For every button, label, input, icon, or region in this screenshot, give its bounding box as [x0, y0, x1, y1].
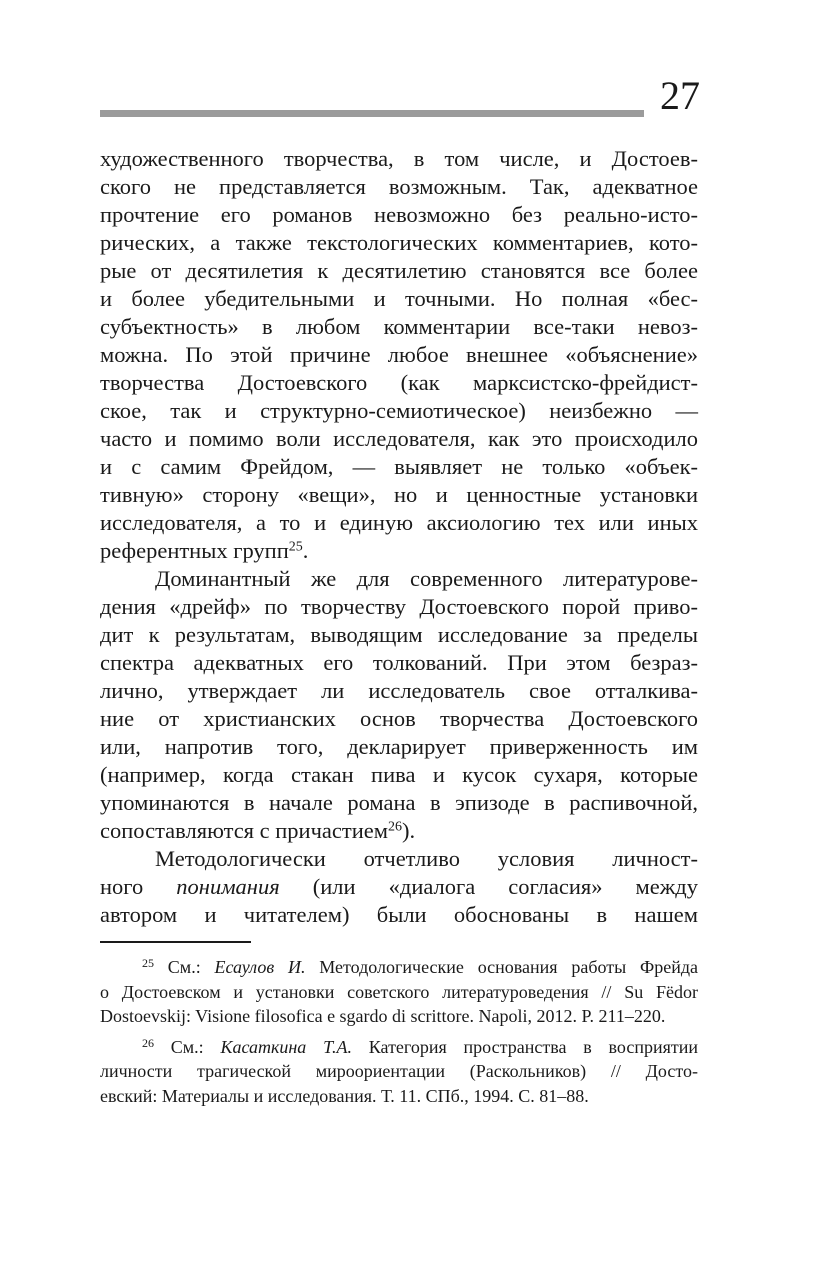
text-line: или, напротив того, декларирует приверженность им: [100, 734, 698, 759]
text-line: часто и помимо воли исследователя, как это происходило: [100, 426, 698, 451]
text-line: можна. По этой причине любое внешнее «объяснение»: [100, 342, 698, 367]
footnote-lead: См.:: [154, 957, 215, 977]
text-line: рые от десятилетия к десятилетию становятся все более: [100, 258, 698, 283]
text-line: дения «дрейф» по творчеству Достоевского порой приво-: [100, 594, 698, 619]
footnote-lead: См.:: [154, 1036, 221, 1057]
text-line: художественного творчества, в том числе, и Достоев-: [100, 146, 698, 171]
text-line: и более убедительными и точными. Но полная «бес-: [100, 286, 698, 311]
line-text: сопоставляются с причастием: [100, 818, 388, 843]
paragraph-first-line: Доминантный же для современного литературове-: [155, 566, 698, 591]
footnote-line: о Достоевском и установки советского литературоведения // Su Fëdor: [100, 981, 698, 1002]
footnote-line: личности трагической мироориентации (Раскольников) // Досто-: [100, 1061, 698, 1081]
text-line: ние от христианских основ творчества Достоевского: [100, 706, 698, 731]
page-number: 27: [660, 73, 700, 118]
footnote-ref-25[interactable]: 25: [288, 539, 303, 555]
footnote-25: [100, 955, 698, 980]
text-line: творчества Достоевского (как марксистско-фрейдист-: [100, 370, 698, 395]
text-line: ского не представляется возможным. Так, адекватное: [100, 174, 698, 199]
footnote-author: Есаулов И.: [214, 957, 306, 977]
line-punct: ).: [402, 818, 416, 843]
emphasis-text: понимания: [176, 874, 280, 899]
text-line: упоминаются в начале романа в эпизоде в распивочной,: [100, 790, 698, 815]
footnote-ref-26[interactable]: 26: [388, 819, 402, 835]
text-line: дит к результатам, выводящим исследование за пределы: [100, 622, 698, 647]
text-line: тивную» сторону «вещи», но и ценностные установки: [100, 482, 698, 507]
footnote-text: Методологические основания работы Фрейда: [305, 957, 699, 977]
footnote-text: Категория пространства в восприятии: [351, 1036, 699, 1057]
paragraph-first-line: Методологически отчетливо условия личност-: [155, 846, 698, 871]
text-line: спектра адекватных его толкований. При этом безраз-: [100, 650, 698, 675]
text-line: прочтение его романов невозможно без реально-исто-: [100, 202, 698, 227]
body-text: [100, 145, 698, 929]
header-rule: [100, 110, 644, 117]
footnote-line: евский: Материалы и исследования. Т. 11. СПб., 1994. С. 81–88.: [100, 1085, 589, 1106]
line-punct: .: [302, 538, 309, 563]
footnote-number: 25: [142, 956, 154, 970]
footnote-rule: [100, 941, 251, 943]
text-line: ское, так и структурно-семиотическое) неизбежно —: [100, 398, 698, 423]
footnote-26: [100, 1035, 698, 1060]
text-line: лично, утверждает ли исследователь свое отталкива-: [100, 678, 698, 703]
line-text: референтных групп: [100, 538, 289, 563]
text-line: [100, 873, 698, 901]
text-line: и с самим Фрейдом, — выявляет не только «объек-: [100, 454, 698, 479]
text-line: исследователя, а то и единую аксиологию тех или иных: [100, 510, 698, 535]
text-line: субъектность» в любом комментарии все-таки невоз-: [100, 314, 698, 339]
text-line: [100, 537, 698, 565]
footnote-line: Dostoevskij: Visione filosofica e sgardo di scrittore. Napoli, 2012. P. 211–220.: [100, 1006, 666, 1026]
footnotes: [100, 955, 698, 1108]
text-line: [100, 817, 698, 845]
line-text: (или «диалога согласия» между: [279, 874, 698, 899]
text-line: автором и читателем) были обоснованы в нашем: [100, 902, 698, 927]
footnote-number: 26: [142, 1035, 154, 1050]
footnote-author: Касаткина Т.А.: [220, 1036, 352, 1057]
text-line: рических, а также текстологических комментариев, кото-: [100, 230, 698, 255]
text-line: (например, когда стакан пива и кусок сухаря, которые: [100, 762, 698, 787]
line-text: ного: [100, 874, 177, 899]
